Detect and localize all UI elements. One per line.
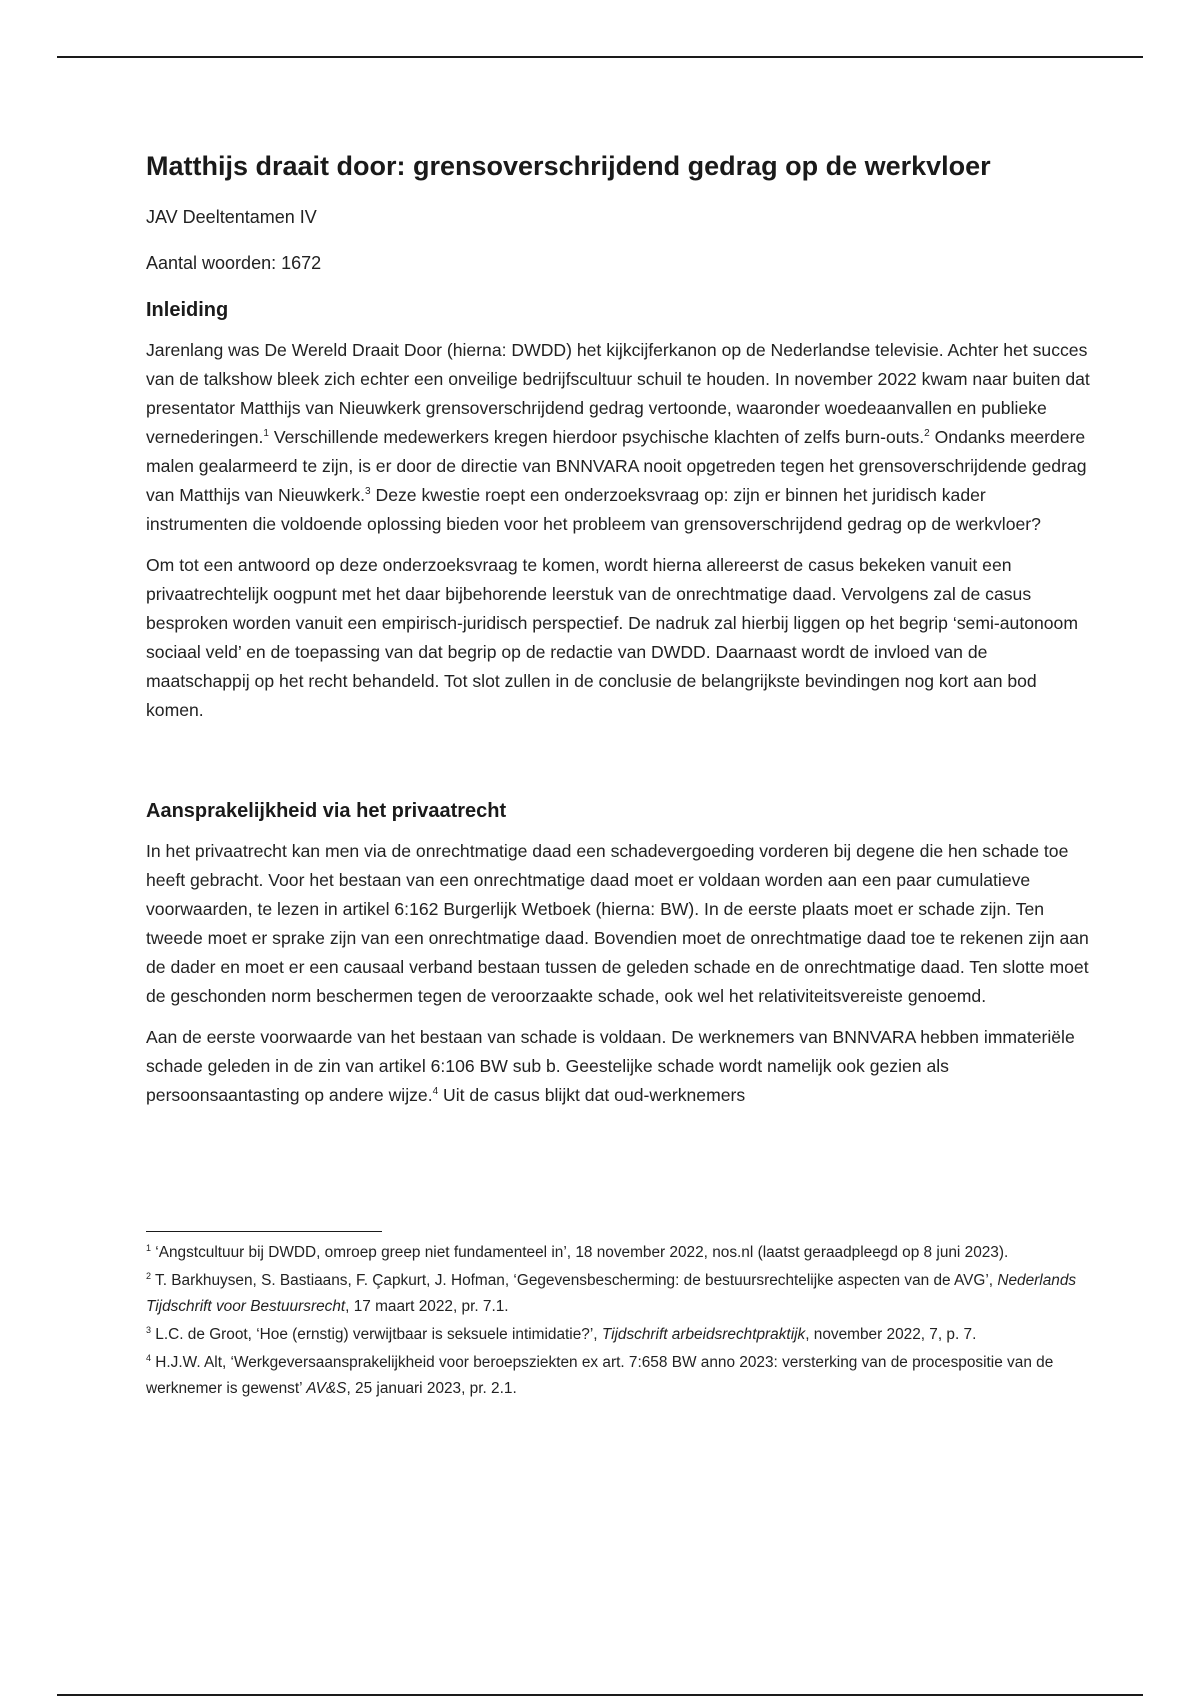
footnote-2: $^2$ T. Barkhuysen, S. Bastiaans, F. Çapkurt, J. Hofman, ‘Gegevensbescherming: de bestuursrechtelijke aspecten van de AVG’, Nederlands Tijdschrift voor Bestuursrecht, 17 maart 2022, pr. 7.1.	[146, 1270, 1077, 1315]
section-spacer	[146, 737, 1092, 797]
footnote-ref-2[interactable]: 2	[924, 428, 930, 440]
footnote-number: 1	[146, 1242, 152, 1253]
footer-rule	[57, 1694, 1143, 1696]
document-title: Matthijs draait door: grensoverschrijdend gedrag op de werkvloer	[146, 151, 991, 181]
journal-title: Tijdschrift arbeidsrechtpraktijk	[601, 1326, 806, 1343]
document-body	[146, 146, 1092, 1122]
footnote-text: ‘Angstcultuur bij DWDD, omroep greep niet fundamenteel in’, 18 november 2022, nos.nl (laatst geraadpleegd op 8 juni 2023).	[151, 1244, 1009, 1261]
footnote-3: $^3$ L.C. de Groot, ‘Hoe (ernstig) verwijtbaar is seksuele intimidatie?’, Tijdschrift arbeidsrechtpraktijk, november 2022, 7, p. 7.	[146, 1324, 977, 1343]
section-heading-inleiding: Inleiding	[146, 299, 229, 321]
header-rule	[57, 56, 1143, 58]
footnote-number: 2	[146, 1270, 152, 1281]
word-count: Aantal woorden: 1672	[146, 253, 322, 273]
document-subtitle: JAV Deeltentamen IV	[146, 207, 317, 227]
footnote-number: 4	[146, 1352, 152, 1363]
intro-paragraph-1: Jarenlang was De Wereld Draait Door (hierna: DWDD) het kijkcijferkanon op de Nederlandse televisie. Achter het succes van de talkshow bleek zich echter een onveilige bedrijfscultuur schuil te houden. In november 2022 kwam naar buiten dat presentator Matthijs van Nieuwkerk grensoverschrijdend gedrag vertoonde, waaronder woedeaanvallen en publieke vernederingen.$^1$ Verschillende medewerkers kregen hierdoor psychische klachten of zelfs burn-outs.$^2$ Ondanks meerdere malen gealarmeerd te zijn, is er door de directie van BNNVARA nooit opgetreden tegen het grensoverschrijdende gedrag van Matthijs van Nieuwkerk.$^3$ Deze kwestie roept een onderzoeksvraag op: zijn er binnen het juridisch kader instrumenten die voldoende oplossing bieden voor het probleem van grensoverschrijdend gedrag op de werkvloer?	[146, 340, 1090, 534]
footnotes	[146, 1240, 1092, 1404]
footnote-4: $^4$ H.J.W. Alt, ‘Werkgeversaansprakelijkheid voor beroepsziekten ex art. 7:658 BW anno 2023: versterking van de procespositie van de werknemer is gewenst’ AV&S, 25 januari 2023, pr. 2.1.	[146, 1352, 1054, 1397]
privaatrecht-paragraph-1: In het privaatrecht kan men via de onrechtmatige daad een schadevergoeding vorderen bij degene die hen schade toe heeft gebracht. Voor het bestaan van een onrechtmatige daad moet er voldaan worden aan een paar cumulatieve voorwaarden, te lezen in artikel 6:162 Burgerlijk Wetboek (hierna: BW). In de eerste plaats moet er schade zijn. Ten tweede moet er sprake zijn van een onrechtmatige daad. Bovendien moet de onrechtmatige daad toe te rekenen zijn aan de dader en moet er een causaal verband bestaan tussen de geleden schade en de onrechtmatige daad. Ten slotte moet de geschonden norm beschermen tegen de veroorzaakte schade, ook wel het relativiteitsvereiste genoemd.	[146, 841, 1089, 1006]
footnote-separator	[146, 1231, 382, 1232]
footnote-ref-3[interactable]: 3	[365, 486, 371, 498]
journal-title: Nederlands Tijdschrift voor Bestuursrecht	[146, 1272, 1077, 1315]
intro-paragraph-2: Om tot een antwoord op deze onderzoeksvraag te komen, wordt hierna allereerst de casus bekeken vanuit een privaatrechtelijk oogpunt met het daar bijbehorende leerstuk van de onrechtmatige daad. Vervolgens zal de casus besproken worden vanuit een empirisch-juridisch perspectief. De nadruk zal hierbij liggen op het begrip ‘semi-autonoom sociaal veld’ en de toepassing van dat begrip op de redactie van DWDD. Daarnaast wordt de invloed van de maatschappij op het recht behandeld. Tot slot zullen in de conclusie de belangrijkste bevindingen nog kort aan bod komen.	[146, 555, 1078, 720]
footnote-ref-4[interactable]: 4	[432, 1086, 439, 1098]
footnote-number: 3	[146, 1324, 152, 1335]
privaatrecht-paragraph-2: Aan de eerste voorwaarde van het bestaan van schade is voldaan. De werknemers van BNNVARA hebben immateriële schade geleden in de zin van artikel 6:106 BW sub b. Geestelijke schade wordt namelijk ook gezien als persoonsaantasting op andere wijze.$^4$ Uit de casus blijkt dat oud-werknemers	[146, 1027, 1075, 1105]
section-heading-privaatrecht: Aansprakelijkheid via het privaatrecht	[146, 800, 507, 822]
journal-title: AV&S	[306, 1380, 347, 1397]
footnote-ref-1[interactable]: 1	[263, 428, 269, 440]
footnote-1	[146, 1240, 1092, 1266]
